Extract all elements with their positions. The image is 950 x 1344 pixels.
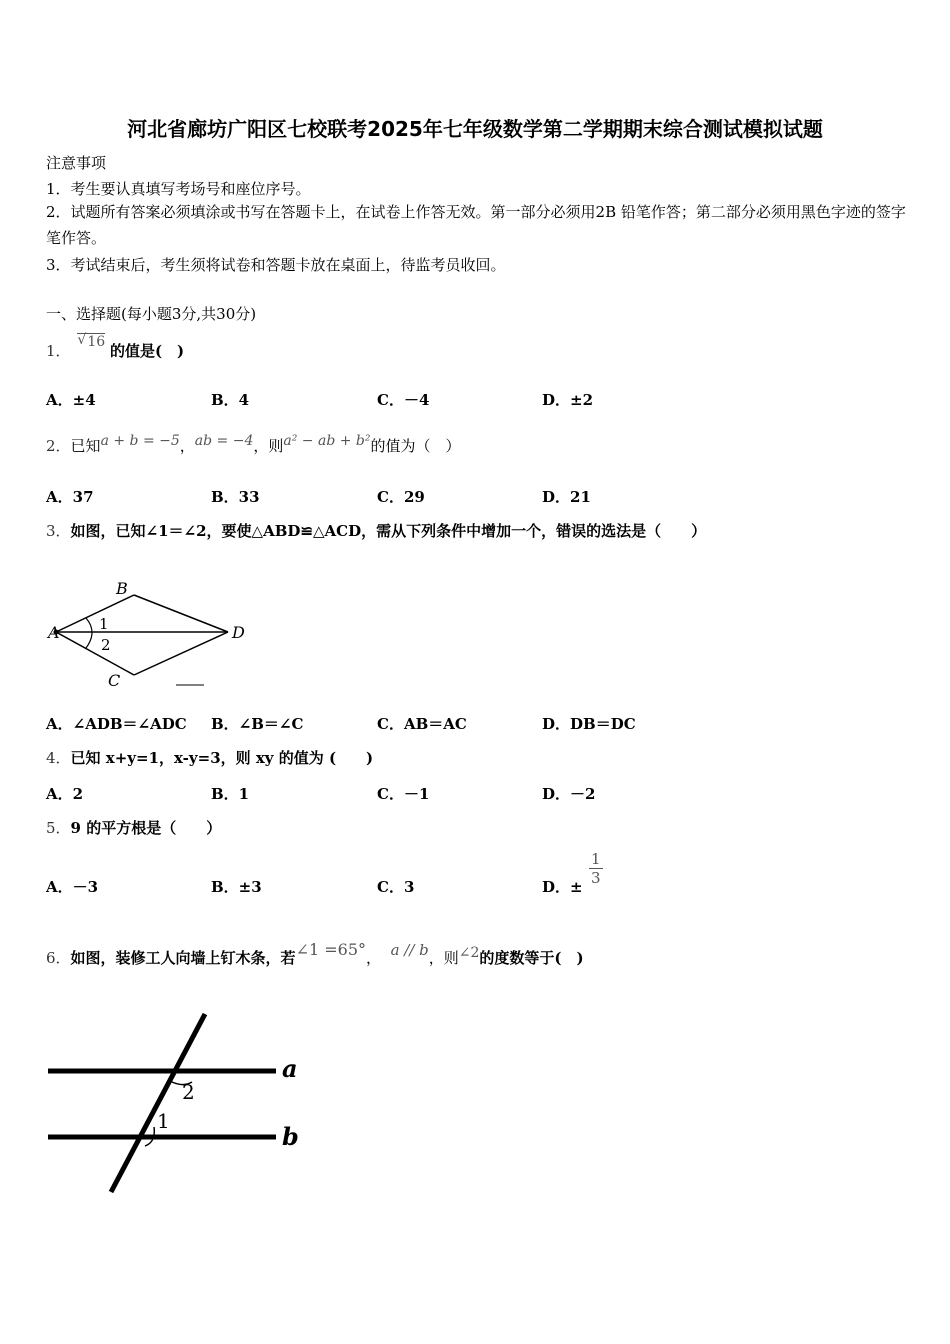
notice-item-3: 3．考试结束后，考生须将试卷和答题卡放在桌面上，待监考员收回。 [46, 256, 506, 274]
question-5-fraction-numerator: 1 [591, 850, 601, 868]
section-heading: 一、选择题(每小题3分,共30分) [46, 305, 257, 323]
question-4-option-d: D．－2 [542, 785, 596, 803]
page-title: 河北省廊坊广阳区七校联考2025年七年级数学第二学期期末综合测试模拟试题 [127, 117, 823, 141]
question-4-option-a: A．2 [46, 785, 84, 803]
question-6-post: 的度数等于( ) [479, 949, 584, 967]
figure3-label-c: C [108, 671, 121, 690]
question-5-number: 5． [46, 819, 71, 837]
question-6-sep1: ， [366, 949, 382, 967]
question-3-number: 3． [46, 522, 71, 540]
question-3-figure [46, 572, 266, 692]
question-1 [46, 332, 185, 361]
question-6-figure [46, 1010, 316, 1196]
question-2-option-b: B．33 [211, 488, 260, 506]
question-2-sep2: ，则 [253, 437, 284, 455]
figure3-label-b: B [116, 579, 128, 598]
question-2-pre: 已知 [70, 437, 101, 455]
question-1-radicand: 16 [87, 334, 106, 350]
question-1-option-d: D．±2 [542, 391, 594, 409]
question-5-option-d-label: D．± [542, 878, 583, 896]
question-2-expr2: ab = −4 [194, 433, 254, 449]
figure6-label-a: a [282, 1054, 298, 1083]
question-1-text: 的值是( ) [109, 342, 185, 360]
question-5-text: 9 的平方根是（ ） [70, 819, 222, 837]
question-5-fraction-denominator: 3 [591, 869, 601, 887]
question-5-option-c: C．3 [377, 878, 415, 896]
question-5-option-a: A．－3 [46, 878, 99, 896]
figure6-label-1: 1 [157, 1109, 170, 1133]
question-1-radical: √ 16 [77, 332, 106, 350]
question-5-option-d [542, 876, 583, 897]
question-4-text: 已知 x+y=1，x-y=3，则 xy 的值为 ( ) [70, 749, 374, 767]
question-2-option-c: C．29 [377, 488, 425, 506]
question-2-post: 的值为（ ） [370, 437, 461, 455]
question-2 [46, 435, 461, 456]
question-4-option-c: C．－1 [377, 785, 430, 803]
question-1-option-c: C．－4 [377, 391, 430, 409]
question-2-option-a: A．37 [46, 488, 94, 506]
question-6-number: 6． [46, 949, 71, 967]
question-6-expr3: ∠2 [458, 945, 480, 961]
question-6-expr2: a // b [390, 941, 429, 959]
question-6-sep2: ，则 [428, 949, 459, 967]
question-2-number: 2． [46, 437, 71, 455]
question-4-option-b: B．1 [211, 785, 250, 803]
question-3-option-d: D．DB＝DC [542, 715, 636, 733]
question-1-option-b: B．4 [211, 391, 250, 409]
question-2-option-d: D．21 [542, 488, 591, 506]
notice-item-1: 1．考生要认真填写考场号和座位序号。 [46, 180, 311, 198]
question-1-option-a: A．±4 [46, 391, 96, 409]
figure6-label-2: 2 [182, 1080, 195, 1104]
question-3-option-c: C．AB＝AC [377, 715, 467, 733]
question-4 [46, 747, 373, 768]
question-1-number: 1． [46, 342, 71, 360]
figure3-label-1: 1 [99, 615, 109, 633]
figure3-label-a: A [48, 623, 60, 642]
notice-heading: 注意事项 [46, 154, 107, 172]
question-3 [46, 520, 706, 541]
question-4-number: 4． [46, 749, 71, 767]
question-5-option-b: B．±3 [211, 878, 262, 896]
figure6-label-b: b [282, 1122, 299, 1151]
question-2-sep1: ， [179, 437, 195, 455]
question-2-expr3: a² − ab + b² [283, 433, 371, 449]
question-6-pre: 如图，装修工人向墙上钉木条，若 [70, 949, 296, 967]
question-5 [46, 817, 221, 838]
question-3-option-a: A．∠ADB＝∠ADC [46, 715, 187, 733]
figure3-label-d: D [232, 623, 245, 642]
question-3-option-b: B．∠B＝∠C [211, 715, 304, 733]
question-6-expr1: ∠1 =65° [295, 940, 366, 959]
question-6 [46, 940, 584, 968]
question-2-expr1: a + b = −5 [100, 433, 180, 449]
figure3-label-2: 2 [101, 636, 111, 654]
question-5-fraction [589, 850, 603, 887]
question-3-text: 如图，已知∠1＝∠2，要使△ABD≌△ACD，需从下列条件中增加一个，错误的选法是（ ） [70, 522, 707, 540]
notice-item-2: 2．试题所有答案必须填涂或书写在答题卡上，在试卷上作答无效。第一部分必须用2B 铅笔作答；第二部分必须用黑色字迹的签字笔作答。 [46, 203, 906, 247]
